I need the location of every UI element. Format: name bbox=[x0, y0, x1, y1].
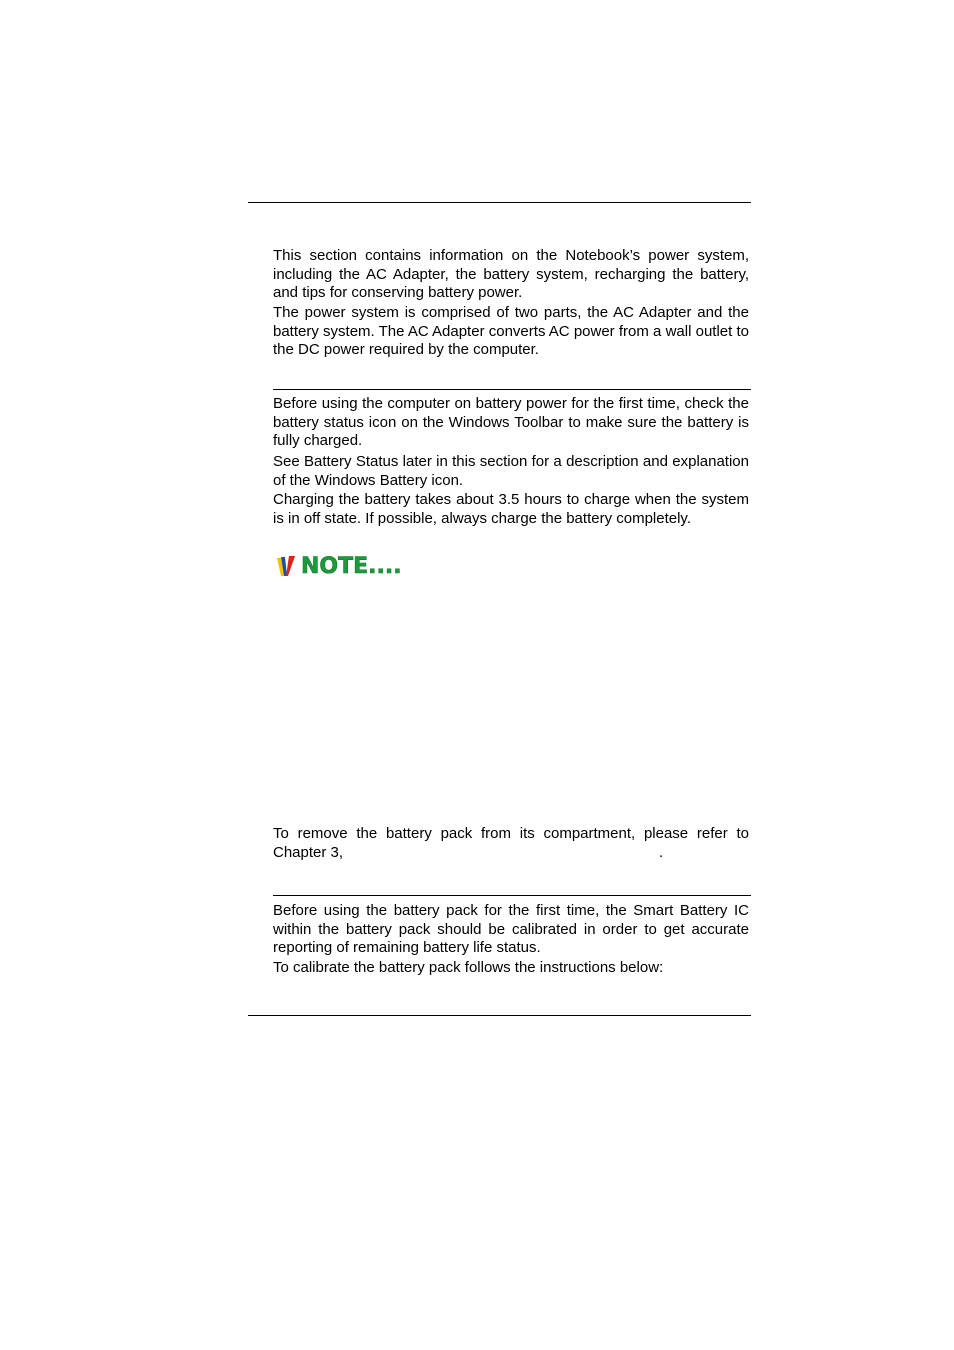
section-rule-charging bbox=[273, 389, 751, 390]
charging-paragraph-3: Charging the battery takes about 3.5 hours to charge when the system is in off state. If possible, always charge the battery completely. bbox=[273, 491, 749, 527]
footer-rule bbox=[248, 1015, 751, 1016]
remove-text: To remove the battery pack from its compartment, please refer to Chapter 3, bbox=[273, 825, 749, 861]
calibrate-paragraph-2: To calibrate the battery pack follows the instructions below: bbox=[273, 959, 664, 976]
header-rule bbox=[248, 202, 751, 203]
note-label: NOTE.... bbox=[301, 554, 402, 579]
calibrate-paragraph-1: Before using the battery pack for the first time, the Smart Battery IC within the battery pack should be calibrated in order to get accurate reporting of remaining battery life status. bbox=[273, 902, 749, 957]
note-stripes-icon bbox=[275, 554, 299, 580]
note-logo bbox=[275, 553, 410, 581]
section-rule-calibrate bbox=[273, 895, 751, 896]
intro-paragraph-2: The power system is comprised of two parts, the AC Adapter and the battery system. The AC Adapter converts AC power from a wall outlet to the DC power required by the computer. bbox=[273, 304, 749, 359]
remove-text-end: . bbox=[659, 843, 664, 861]
charging-paragraph-1: Before using the computer on battery power for the first time, check the battery status icon on the Windows Toolbar to make sure the battery is fully charged. bbox=[273, 395, 749, 450]
charging-paragraph-2: See Battery Status later in this section for a description and explanation of the Windows Battery icon. bbox=[273, 453, 749, 489]
intro-paragraph-1: This section contains information on the Notebook’s power system, including the AC Adapter, the battery system, recharging the battery, and tips for conserving battery power. bbox=[273, 247, 749, 302]
remove-paragraph bbox=[273, 825, 749, 862]
